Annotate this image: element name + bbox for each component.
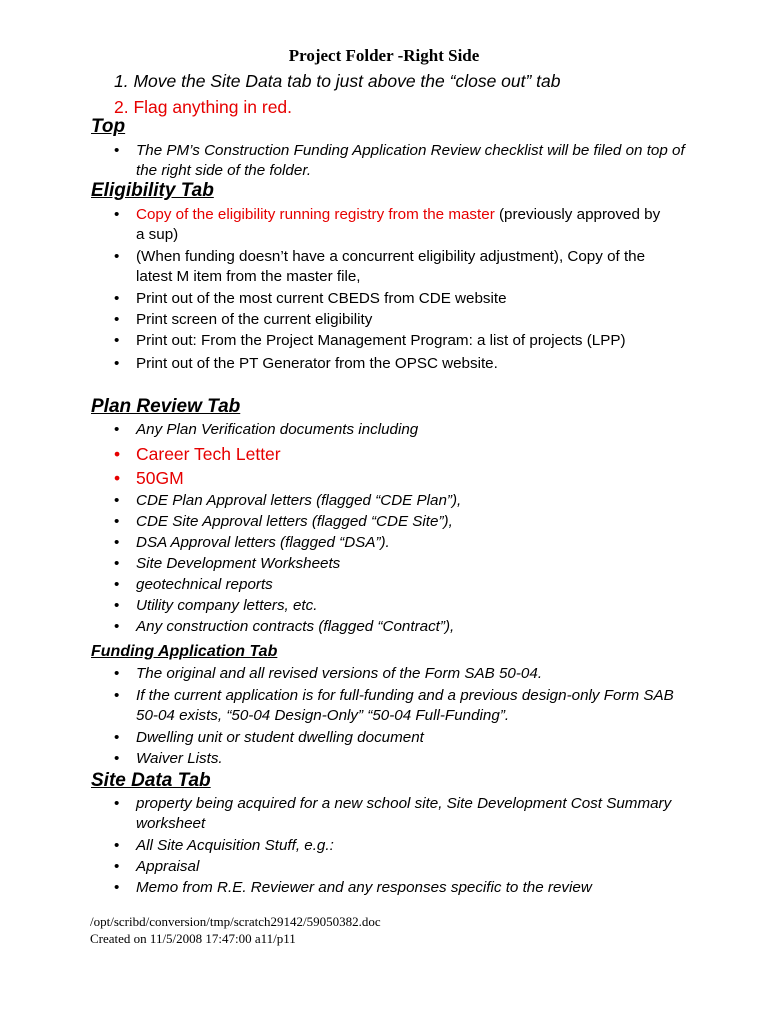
instruction-item: 1. Move the Site Data tab to just above the “close out” tab xyxy=(114,71,561,91)
list-item: • Waiver Lists. xyxy=(136,749,691,769)
list-item: • Print out: From the Project Management Program: a list of projects (LPP) xyxy=(136,331,666,351)
list-item: • (When funding doesn’t have a concurrent eligibility adjustment), Copy of the latest M item from the master file, xyxy=(136,247,666,287)
section-heading-top: Top xyxy=(91,116,126,137)
footer-created: Created on 11/5/2008 17:47:00 a11/p11 xyxy=(90,931,296,946)
page-title: Project Folder -Right Side xyxy=(288,46,480,65)
section-heading-plan-review: Plan Review Tab xyxy=(91,396,241,417)
list-item: • Site Development Worksheets xyxy=(136,554,696,574)
list-item: • Memo from R.E. Reviewer and any responses specific to the review xyxy=(136,878,696,898)
list-item: • CDE Plan Approval letters (flagged “CDE Plan”), xyxy=(136,491,696,511)
list-item: • Any Plan Verification documents including xyxy=(136,420,696,440)
instruction-item-red: 2. Flag anything in red. xyxy=(114,97,293,117)
list-item: • Dwelling unit or student dwelling document xyxy=(136,728,691,748)
list-item: • Print screen of the current eligibility xyxy=(136,310,666,330)
flagged-text: Copy of the eligibility running registry from the master xyxy=(136,206,495,223)
list-item-text: (previously approved by a sup) xyxy=(136,206,661,243)
section-heading-site-data: Site Data Tab xyxy=(91,770,211,791)
site-data-list xyxy=(136,794,696,898)
list-item: • Print out of the PT Generator from the OPSC website. xyxy=(136,354,666,374)
list-item: • All Site Acquisition Stuff, e.g.: xyxy=(136,836,696,856)
list-item: • Print out of the most current CBEDS from CDE website xyxy=(136,289,666,309)
list-item: • The PM’s Construction Funding Application Review checklist will be filed on top of the right side of the folder. xyxy=(136,141,696,181)
section-heading-eligibility: Eligibility Tab xyxy=(91,180,214,201)
instruction-list xyxy=(114,68,561,120)
list-item xyxy=(136,205,666,245)
list-item: • Any construction contracts (flagged “Contract”), xyxy=(136,617,696,637)
document-footer xyxy=(90,913,381,947)
funding-list xyxy=(136,664,691,769)
list-item: • property being acquired for a new school site, Site Development Cost Summary worksheet xyxy=(136,794,696,834)
eligibility-list xyxy=(136,205,666,374)
list-item: • Appraisal xyxy=(136,857,696,877)
list-item: • geotechnical reports xyxy=(136,575,696,595)
list-item-red: • 50GM xyxy=(136,466,696,490)
footer-path: /opt/scribd/conversion/tmp/scratch29142/59050382.doc xyxy=(90,914,381,929)
section-heading-funding: Funding Application Tab xyxy=(91,643,278,660)
list-item: • Utility company letters, etc. xyxy=(136,596,696,616)
plan-review-list xyxy=(136,420,696,637)
list-item-red: • Career Tech Letter xyxy=(136,442,696,466)
list-item: • The original and all revised versions of the Form SAB 50-04. xyxy=(136,664,691,684)
top-list xyxy=(136,141,696,181)
list-item: • If the current application is for full-funding and a previous design-only Form SAB 50-04 exists, “50-04 Design-Only” “50-04 Full-Funding”. xyxy=(136,686,691,726)
list-item: • DSA Approval letters (flagged “DSA”). xyxy=(136,533,696,553)
list-item: • CDE Site Approval letters (flagged “CDE Site”), xyxy=(136,512,696,532)
